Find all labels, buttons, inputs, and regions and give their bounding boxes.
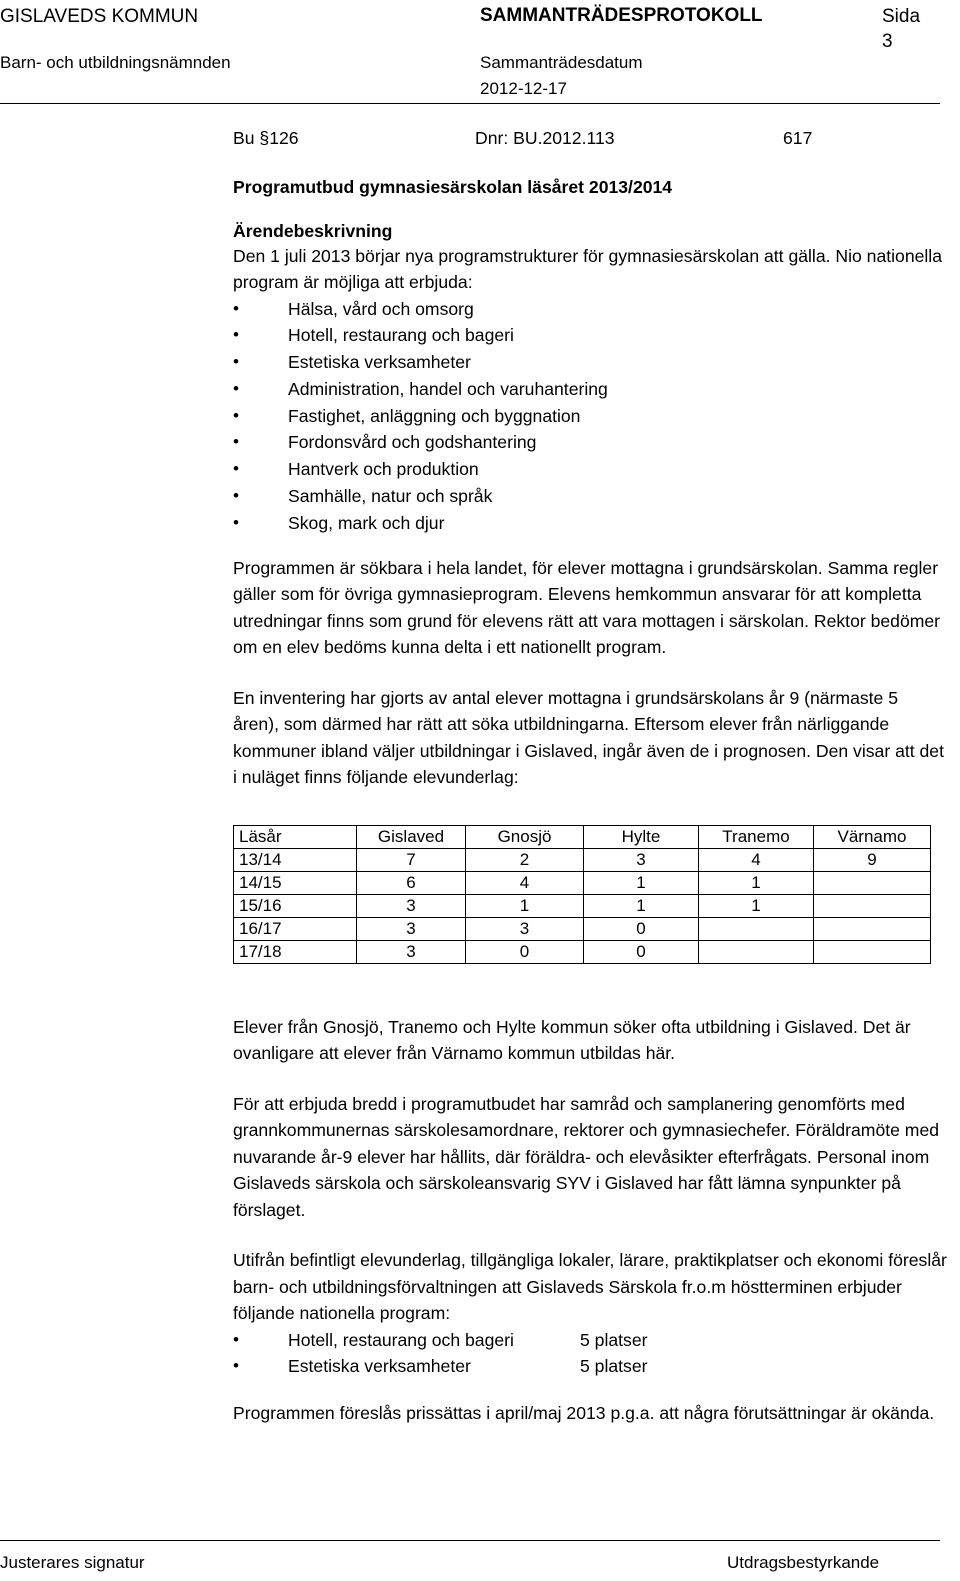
offered-program-list <box>233 1327 953 1381</box>
paragraph-proposal: Utifrån befintligt elevunderlag, tillgängliga lokaler, lärare, praktikplatser och ekonomi föreslår barn- och utbildningsförvaltningen att Gislaveds Särskola fr.o.m höstterminen erbjuder följande nationella program: <box>233 1250 947 1324</box>
list-item: • Administration, handel och varuhantering <box>233 376 953 403</box>
paragraph-neighbours: Elever från Gnosjö, Tranemo och Hylte kommun söker ofta utbildning i Gislaved. Det är ovanligare att elever från Värnamo kommun utbildas här. <box>233 1016 911 1064</box>
table-row <box>234 871 931 894</box>
table-cell: 3 <box>357 917 466 940</box>
paragraph-number: Bu §126 <box>233 128 299 148</box>
diary-number: Dnr: BU.2012.113 <box>475 128 615 148</box>
list-item: • Fordonsvård och godshantering <box>233 429 953 456</box>
table-cell <box>699 917 814 940</box>
table-cell <box>814 894 931 917</box>
table-row <box>234 917 931 940</box>
table-cell: 0 <box>466 940 584 963</box>
table-cell: 4 <box>466 871 584 894</box>
program-list <box>233 296 953 537</box>
page-number: 3 <box>882 31 893 52</box>
table-cell <box>814 940 931 963</box>
table-cell: 15/16 <box>234 894 357 917</box>
list-item: • Skog, mark och djur <box>233 510 953 537</box>
table-cell: 13/14 <box>234 848 357 871</box>
offered-program-places: 5 platser <box>580 1356 648 1377</box>
table-cell: 3 <box>357 940 466 963</box>
table-cell <box>699 940 814 963</box>
table-cell: 7 <box>357 848 466 871</box>
table-cell: 3 <box>584 848 699 871</box>
table-cell: 1 <box>584 871 699 894</box>
table-cell: 0 <box>584 940 699 963</box>
section-heading: Ärendebeskrivning <box>233 220 393 241</box>
date-label: Sammanträdesdatum <box>480 53 643 72</box>
table-row <box>234 894 931 917</box>
list-item: • Estetiska verksamheter <box>233 349 953 376</box>
column-header: Hylte <box>584 825 699 848</box>
table-cell: 3 <box>357 894 466 917</box>
offered-program-places: 5 platser <box>580 1329 648 1350</box>
offered-program-name: Estetiska verksamheter <box>288 1356 471 1377</box>
table-cell: 4 <box>699 848 814 871</box>
list-item <box>233 1353 953 1380</box>
table-cell: 14/15 <box>234 871 357 894</box>
footer-rule <box>0 1540 940 1541</box>
table-cell: 1 <box>584 894 699 917</box>
archive-code: 617 <box>783 128 813 148</box>
table-cell: 3 <box>466 917 584 940</box>
table-cell: 2 <box>466 848 584 871</box>
column-header: Värnamo <box>814 825 931 848</box>
table-cell: 9 <box>814 848 931 871</box>
meeting-date: 2012-12-17 <box>480 79 567 98</box>
intro-text: Den 1 juli 2013 börjar nya programstrukturer för gymnasiesärskolan att gälla. Nio nationella program är möjliga att erbjuda: <box>233 245 942 292</box>
page-label: Sida <box>882 6 921 27</box>
list-item <box>233 1327 953 1354</box>
student-forecast-table <box>233 825 931 964</box>
page-title: Programutbud gymnasiesärskolan läsåret 2013/2014 <box>233 177 673 197</box>
signature-label: Justerares signatur <box>0 1553 145 1572</box>
paragraph-inventory: En inventering har gjorts av antal elever mottagna i grundsärskolans år 9 (närmaste 5 åren), som därmed har rätt att söka utbildningarna. Eftersom elever från närliggande kommuner ibland väljer utbildningar i Gislaved, ingår även de i prognosen. Den visar att det i nuläget finns följande elevunderlag: <box>233 687 944 788</box>
table-cell: 16/17 <box>234 917 357 940</box>
table-cell: 0 <box>584 917 699 940</box>
table-cell <box>814 917 931 940</box>
column-header: Tranemo <box>699 825 814 848</box>
table-cell: 6 <box>357 871 466 894</box>
document-body <box>233 125 953 1427</box>
table-row <box>234 940 931 963</box>
doc-type: SAMMANTRÄDESPROTOKOLL <box>480 5 763 26</box>
table-cell: 1 <box>699 871 814 894</box>
table-header-row <box>234 825 931 848</box>
paragraph-eligibility: Programmen är sökbara i hela landet, för elever mottagna i grundsärskolan. Samma regler gäller som för övriga gymnasieprogram. Elevens hemkommun ansvarar för att kompletta utredningar finns som grund för elevens rätt att vara mottagen i särskolan. Rektor bedömer om en elev bedöms kunna delta i ett nationellt program. <box>233 557 941 658</box>
offered-program-name: Hotell, restaurang och bageri <box>288 1329 514 1350</box>
table-cell: 17/18 <box>234 940 357 963</box>
extract-verification-label: Utdragsbestyrkande <box>727 1553 880 1572</box>
reference-line <box>233 125 953 153</box>
list-item: • Hantverk och produktion <box>233 456 953 483</box>
table-cell: 1 <box>699 894 814 917</box>
list-item: • Fastighet, anläggning och byggnation <box>233 403 953 430</box>
list-item: • Hälsa, vård och omsorg <box>233 296 953 323</box>
org-name: GISLAVEDS KOMMUN <box>0 6 199 27</box>
list-item: • Hotell, restaurang och bageri <box>233 322 953 349</box>
table-cell: 1 <box>466 894 584 917</box>
paragraph-pricing: Programmen föreslås prissättas i april/maj 2013 p.g.a. att några förutsättningar är okända. <box>233 1403 935 1424</box>
table-cell <box>814 871 931 894</box>
table-row <box>234 848 931 871</box>
column-header: Gnosjö <box>466 825 584 848</box>
list-item: • Samhälle, natur och språk <box>233 483 953 510</box>
column-header: Läsår <box>234 825 357 848</box>
paragraph-consultation: För att erbjuda bredd i programutbudet har samråd och samplanering genomförts med grannkommunernas särskolesamordnare, rektorer och gymnasiechefer. Föräldramöte med nuvarande år-9 elever har hållits, där föräldra- och elevåsikter efterfrågats. Personal inom Gislaveds särskola och särskoleansvarig SYV i Gislaved har fått lämna synpunkter på förslaget. <box>233 1093 940 1220</box>
header-rule <box>0 103 940 104</box>
column-header: Gislaved <box>357 825 466 848</box>
committee-name: Barn- och utbildningsnämnden <box>0 53 231 72</box>
